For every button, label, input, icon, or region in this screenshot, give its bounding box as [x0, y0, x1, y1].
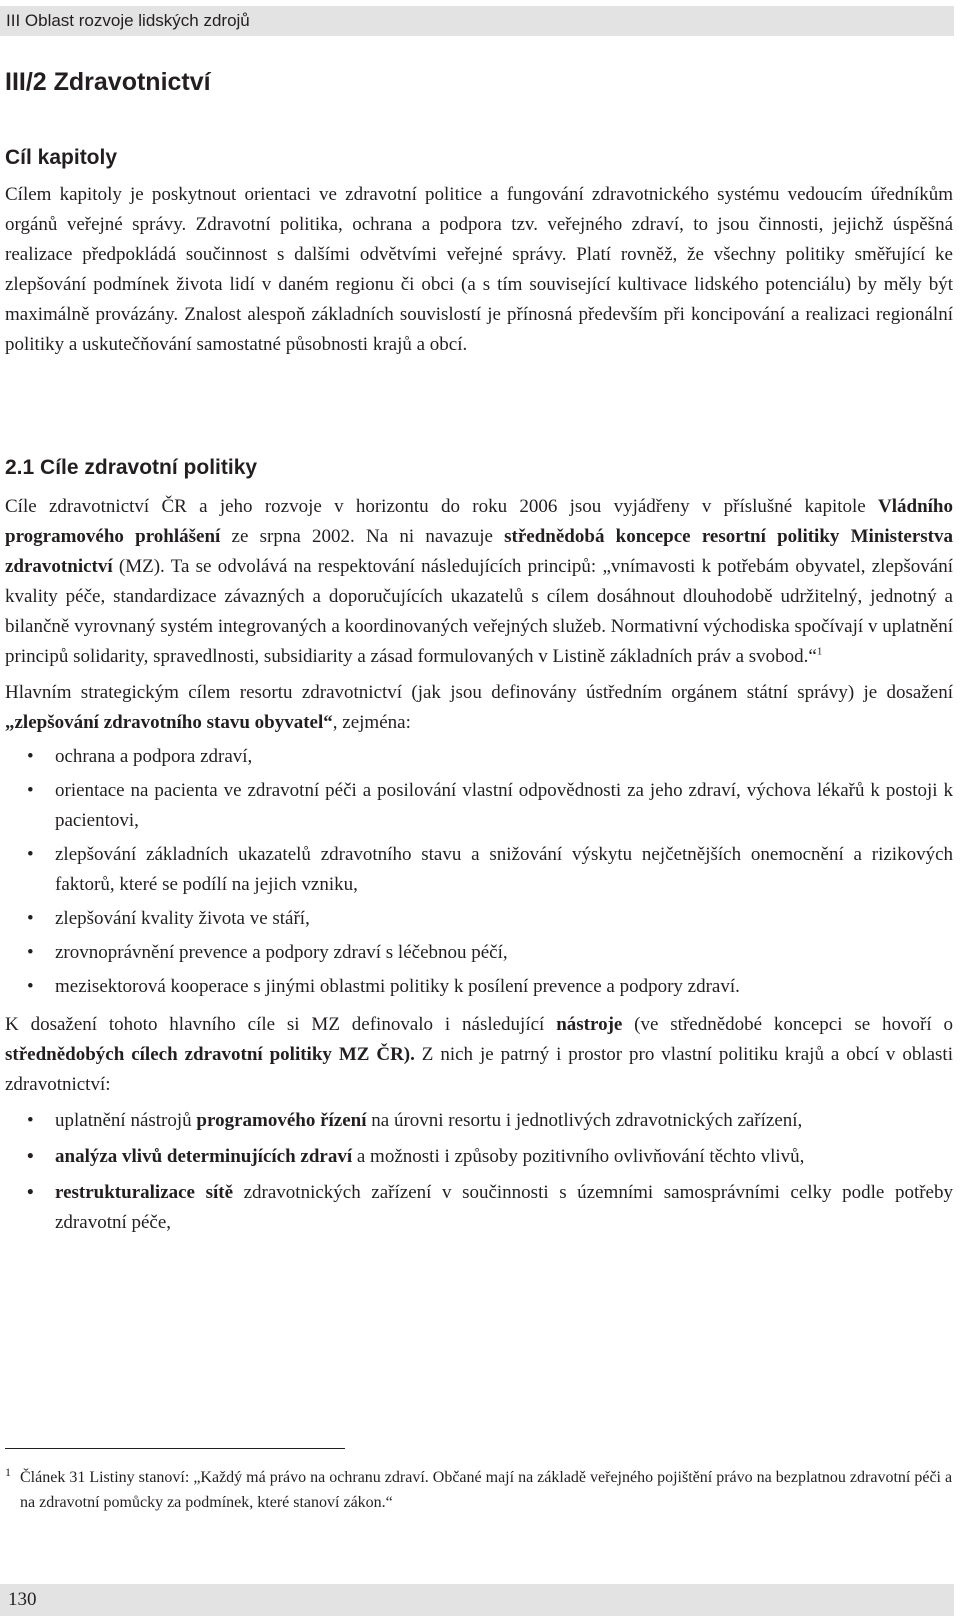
- chapter-title: III/2 Zdravotnictví: [5, 68, 211, 96]
- bold-run: střednědobých cílech zdravotní politiky MZ ČR).: [5, 1044, 415, 1065]
- goal-heading: Cíl kapitoly: [5, 146, 118, 169]
- bold-run: Vládního programového prohlášení: [5, 496, 953, 547]
- goal-section: [5, 180, 953, 360]
- text-run: uplatnění nástrojů: [55, 1110, 197, 1131]
- text-run: K dosažení tohoto hlavního cíle si MZ definovalo i následující: [5, 1014, 557, 1035]
- goal-paragraph: Cílem kapitoly je poskytnout orientaci ve zdravotní politice a fungování zdravotnického systému vedoucím úředníkům orgánů veřejné správy. Zdravotní politika, ochrana a podpora tzv. veřejného zdraví, to jsou činnosti, jejichž úspěšná realizace předpokládá součinnost s dalšími odvětvími veřejné správy. Platí rovněž, že všechny politiky směřující ke zlepšování podmínek života lidí v daném regionu či obci (a s tím související kultivace lidského potenciálu) by měly být maximálně provázány. Znalost alespoň základních souvislostí je přínosná především při koncipování a realizaci regionální politiky a uskutečňování samostatné působnosti krajů a obcí.: [5, 184, 953, 355]
- list-item: • orientace na pacienta ve zdravotní péči a posilování vlastní odpovědnosti za jeho zdraví, výchova lékařů k postoji k pacientovi,: [5, 776, 953, 836]
- list-item: [5, 1178, 953, 1238]
- footnote-number: 1: [5, 1465, 11, 1479]
- list-item: • mezisektorová kooperace s jinými oblastmi politiky k posílení prevence a podpory zdraví.: [5, 972, 953, 1002]
- list-item: [5, 1106, 953, 1136]
- bold-run: střednědobá koncepce resortní politiky Ministerstva zdravotnictví: [5, 526, 953, 577]
- text-run: (ve střednědobé koncepci se hovoří o: [622, 1014, 953, 1035]
- text-run: Cíle zdravotnictví ČR a jeho rozvoje v horizontu do roku 2006 jsou vyjádřeny v příslušné kapitole: [5, 496, 879, 517]
- paragraph-goals: [5, 492, 953, 672]
- running-header: [0, 6, 954, 36]
- list-item: • zlepšování základních ukazatelů zdravotního stavu a snižování výskytu nejčetnějších onemocnění a rizikových faktorů, které se podílí na jejich vzniku,: [5, 840, 953, 900]
- paragraph-tools: [5, 1010, 953, 1100]
- bold-run: „zlepšování zdravotního stavu obyvatel“: [5, 712, 333, 733]
- text-run: ze srpna 2002. Na ni navazuje: [220, 526, 505, 547]
- text-run: a možnosti i způsoby pozitivního ovlivňování těchto vlivů,: [352, 1146, 805, 1167]
- section-heading: 2.1 Cíle zdravotní politiky: [5, 456, 258, 479]
- footnote-divider: [5, 1448, 345, 1449]
- list-item: [5, 1142, 953, 1172]
- text-run: na úrovni resortu i jednotlivých zdravotnických zařízení,: [366, 1110, 803, 1131]
- footnote-text: Článek 31 Listiny stanoví: „Každý má právo na ochranu zdraví. Občané mají na základě veřejného pojištění právo na bezplatnou zdravotní péči a na zdravotní pomůcky za podmínek, které stanoví zákon.“: [20, 1469, 953, 1511]
- text-run: Hlavním strategickým cílem resortu zdravotnictví (jak jsou definovány ústředním orgánem státní správy) je dosažení: [5, 682, 953, 703]
- page-footer: [0, 1584, 954, 1616]
- list-item: • zlepšování kvality života ve stáří,: [5, 904, 953, 934]
- text-run: (MZ). Ta se odvolává na respektování následujících principů: „vnímavosti k potřebám obyvatel, zlepšování kvality péče, standardizace závazných a doporučujících ukazatelů s cílem dosáhnout dlouhodobě udržitelný, jednotný a bilančně vyrovnaný systém integrovaných a koordinovaných veřejných služeb. Normativní východiska spočívají v uplatnění principů solidarity, spravedlnosti, subsidiarity a zásad formulovaných v Listině základních práv a svobod.“: [5, 556, 953, 667]
- goals-list: [5, 742, 953, 1002]
- page-number: 130: [8, 1589, 37, 1610]
- section-body: [5, 492, 953, 1238]
- list-item: • ochrana a podpora zdraví,: [5, 742, 953, 772]
- bold-run: nástroje: [556, 1014, 623, 1035]
- list-item: • zrovnoprávnění prevence a podpory zdraví s léčebnou péčí,: [5, 938, 953, 968]
- tools-list: [5, 1106, 953, 1238]
- running-header-text: III Oblast rozvoje lidských zdrojů: [6, 11, 250, 30]
- bold-run: analýza vlivů determinujících zdraví: [55, 1146, 353, 1167]
- text-run: zdravotnických zařízení v součinnosti s územními samosprávními celky podle potřeby zdravotní péče,: [55, 1182, 953, 1233]
- bold-run: restrukturalizace sítě: [55, 1182, 234, 1203]
- footnote-ref: 1: [816, 645, 823, 658]
- text-run: , zejména:: [332, 712, 411, 733]
- paragraph-strategic-goal: [5, 678, 953, 738]
- text-run: Z nich je patrný i prostor pro vlastní politiku krajů a obcí v oblasti zdravotnictví:: [5, 1044, 953, 1095]
- bold-run: programového řízení: [196, 1110, 367, 1131]
- footnote: [5, 1465, 953, 1515]
